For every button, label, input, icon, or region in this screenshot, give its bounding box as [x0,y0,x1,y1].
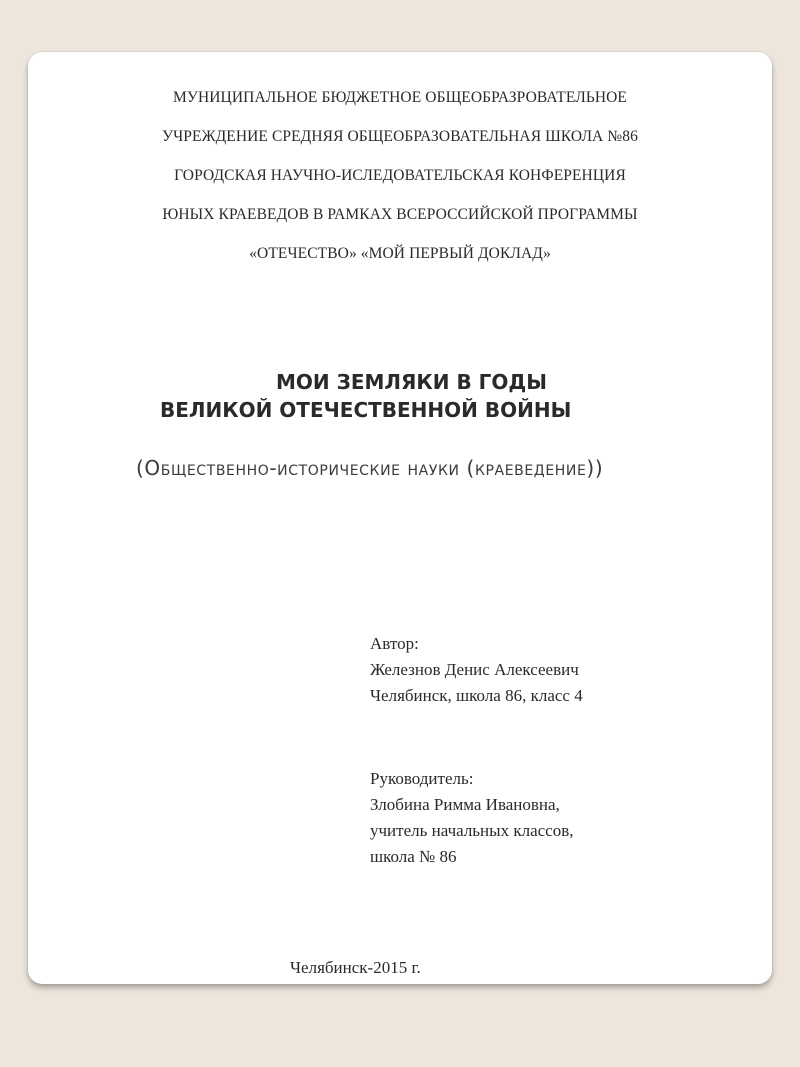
author-details: Челябинск, школа 86, класс 4 [370,686,583,705]
header-line-5: «ОТЕЧЕСТВО» «МОЙ ПЕРВЫЙ ДОКЛАД» [249,245,551,262]
document-subtitle: (Общественно-исторические науки (краеведение)) [136,456,604,480]
header-line-1: МУНИЦИПАЛЬНОЕ БЮДЖЕТНОЕ ОБЩЕОБРАЗРОВАТЕЛЬНОЕ [173,89,627,106]
supervisor-position: учитель начальных классов, [370,821,574,840]
city-year-footer: Челябинск-2015 г. [290,958,421,977]
supervisor-label: Руководитель: [370,769,474,788]
title-line-2: ВЕЛИКОЙ ОТЕЧЕСТВЕННОЙ ВОЙНЫ [160,398,572,422]
header-line-3: ГОРОДСКАЯ НАУЧНО-ИСЛЕДОВАТЕЛЬСКАЯ КОНФЕРЕНЦИЯ [174,167,626,184]
document-page [28,52,772,984]
supervisor-name: Злобина Римма Ивановна, [370,795,560,814]
author-label: Автор: [370,634,419,653]
supervisor-block [370,766,573,870]
title-line-1: МОИ ЗЕМЛЯКИ В ГОДЫ [276,370,547,394]
author-name: Железнов Денис Алексеевич [370,660,579,679]
header-line-4: ЮНЫХ КРАЕВЕДОВ В РАМКАХ ВСЕРОССИЙСКОЙ ПРОГРАММЫ [162,206,638,223]
header-line-2: УЧРЕЖДЕНИЕ СРЕДНЯЯ ОБЩЕОБРАЗОВАТЕЛЬНАЯ ШКОЛА №86 [162,128,638,145]
institution-header [28,78,772,273]
supervisor-school: школа № 86 [370,847,457,866]
author-block [370,631,583,709]
